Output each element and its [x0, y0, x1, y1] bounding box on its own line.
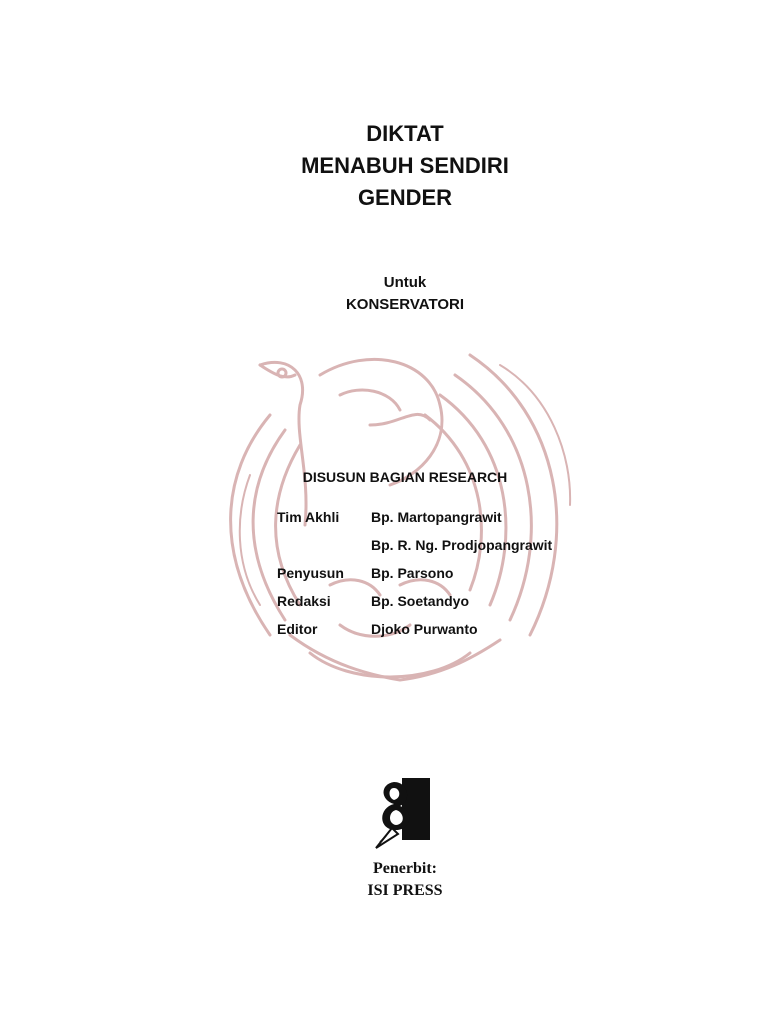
- credit-role: Editor: [277, 621, 318, 637]
- title-line-3: GENDER: [357, 185, 453, 210]
- credit-row: [277, 509, 597, 537]
- credit-row: [277, 565, 597, 593]
- publisher-block: [0, 858, 768, 902]
- credit-role: Redaksi: [277, 593, 331, 609]
- subtitle-line-2: KONSERVATORI: [345, 296, 465, 313]
- credit-role: Penyusun: [277, 565, 344, 581]
- section-heading: DISUSUN BAGIAN RESEARCH: [302, 469, 508, 485]
- credit-name: Djoko Purwanto: [371, 621, 478, 637]
- subtitle-line-1: Untuk: [383, 274, 427, 291]
- credit-role: Tim Akhli: [277, 509, 340, 525]
- credit-name: Bp. Martopangrawit: [371, 509, 502, 525]
- publisher-label: Penerbit:: [373, 860, 437, 877]
- isi-press-logo-icon: [372, 778, 432, 850]
- credit-name: Bp. Parsono: [371, 565, 454, 581]
- credit-row: [277, 537, 597, 565]
- credit-name: Bp. R. Ng. Prodjopangrawit: [371, 537, 553, 553]
- credit-row: [277, 621, 597, 649]
- credits-list: [277, 509, 597, 649]
- document-subtitle: [0, 272, 768, 316]
- publisher-name: ISI PRESS: [367, 882, 443, 899]
- credit-name: Bp. Soetandyo: [371, 593, 470, 609]
- document-title: [0, 118, 768, 214]
- title-line-1: DIKTAT: [366, 121, 444, 146]
- title-line-2: MENABUH SENDIRI: [301, 153, 509, 178]
- credit-row: [277, 593, 597, 621]
